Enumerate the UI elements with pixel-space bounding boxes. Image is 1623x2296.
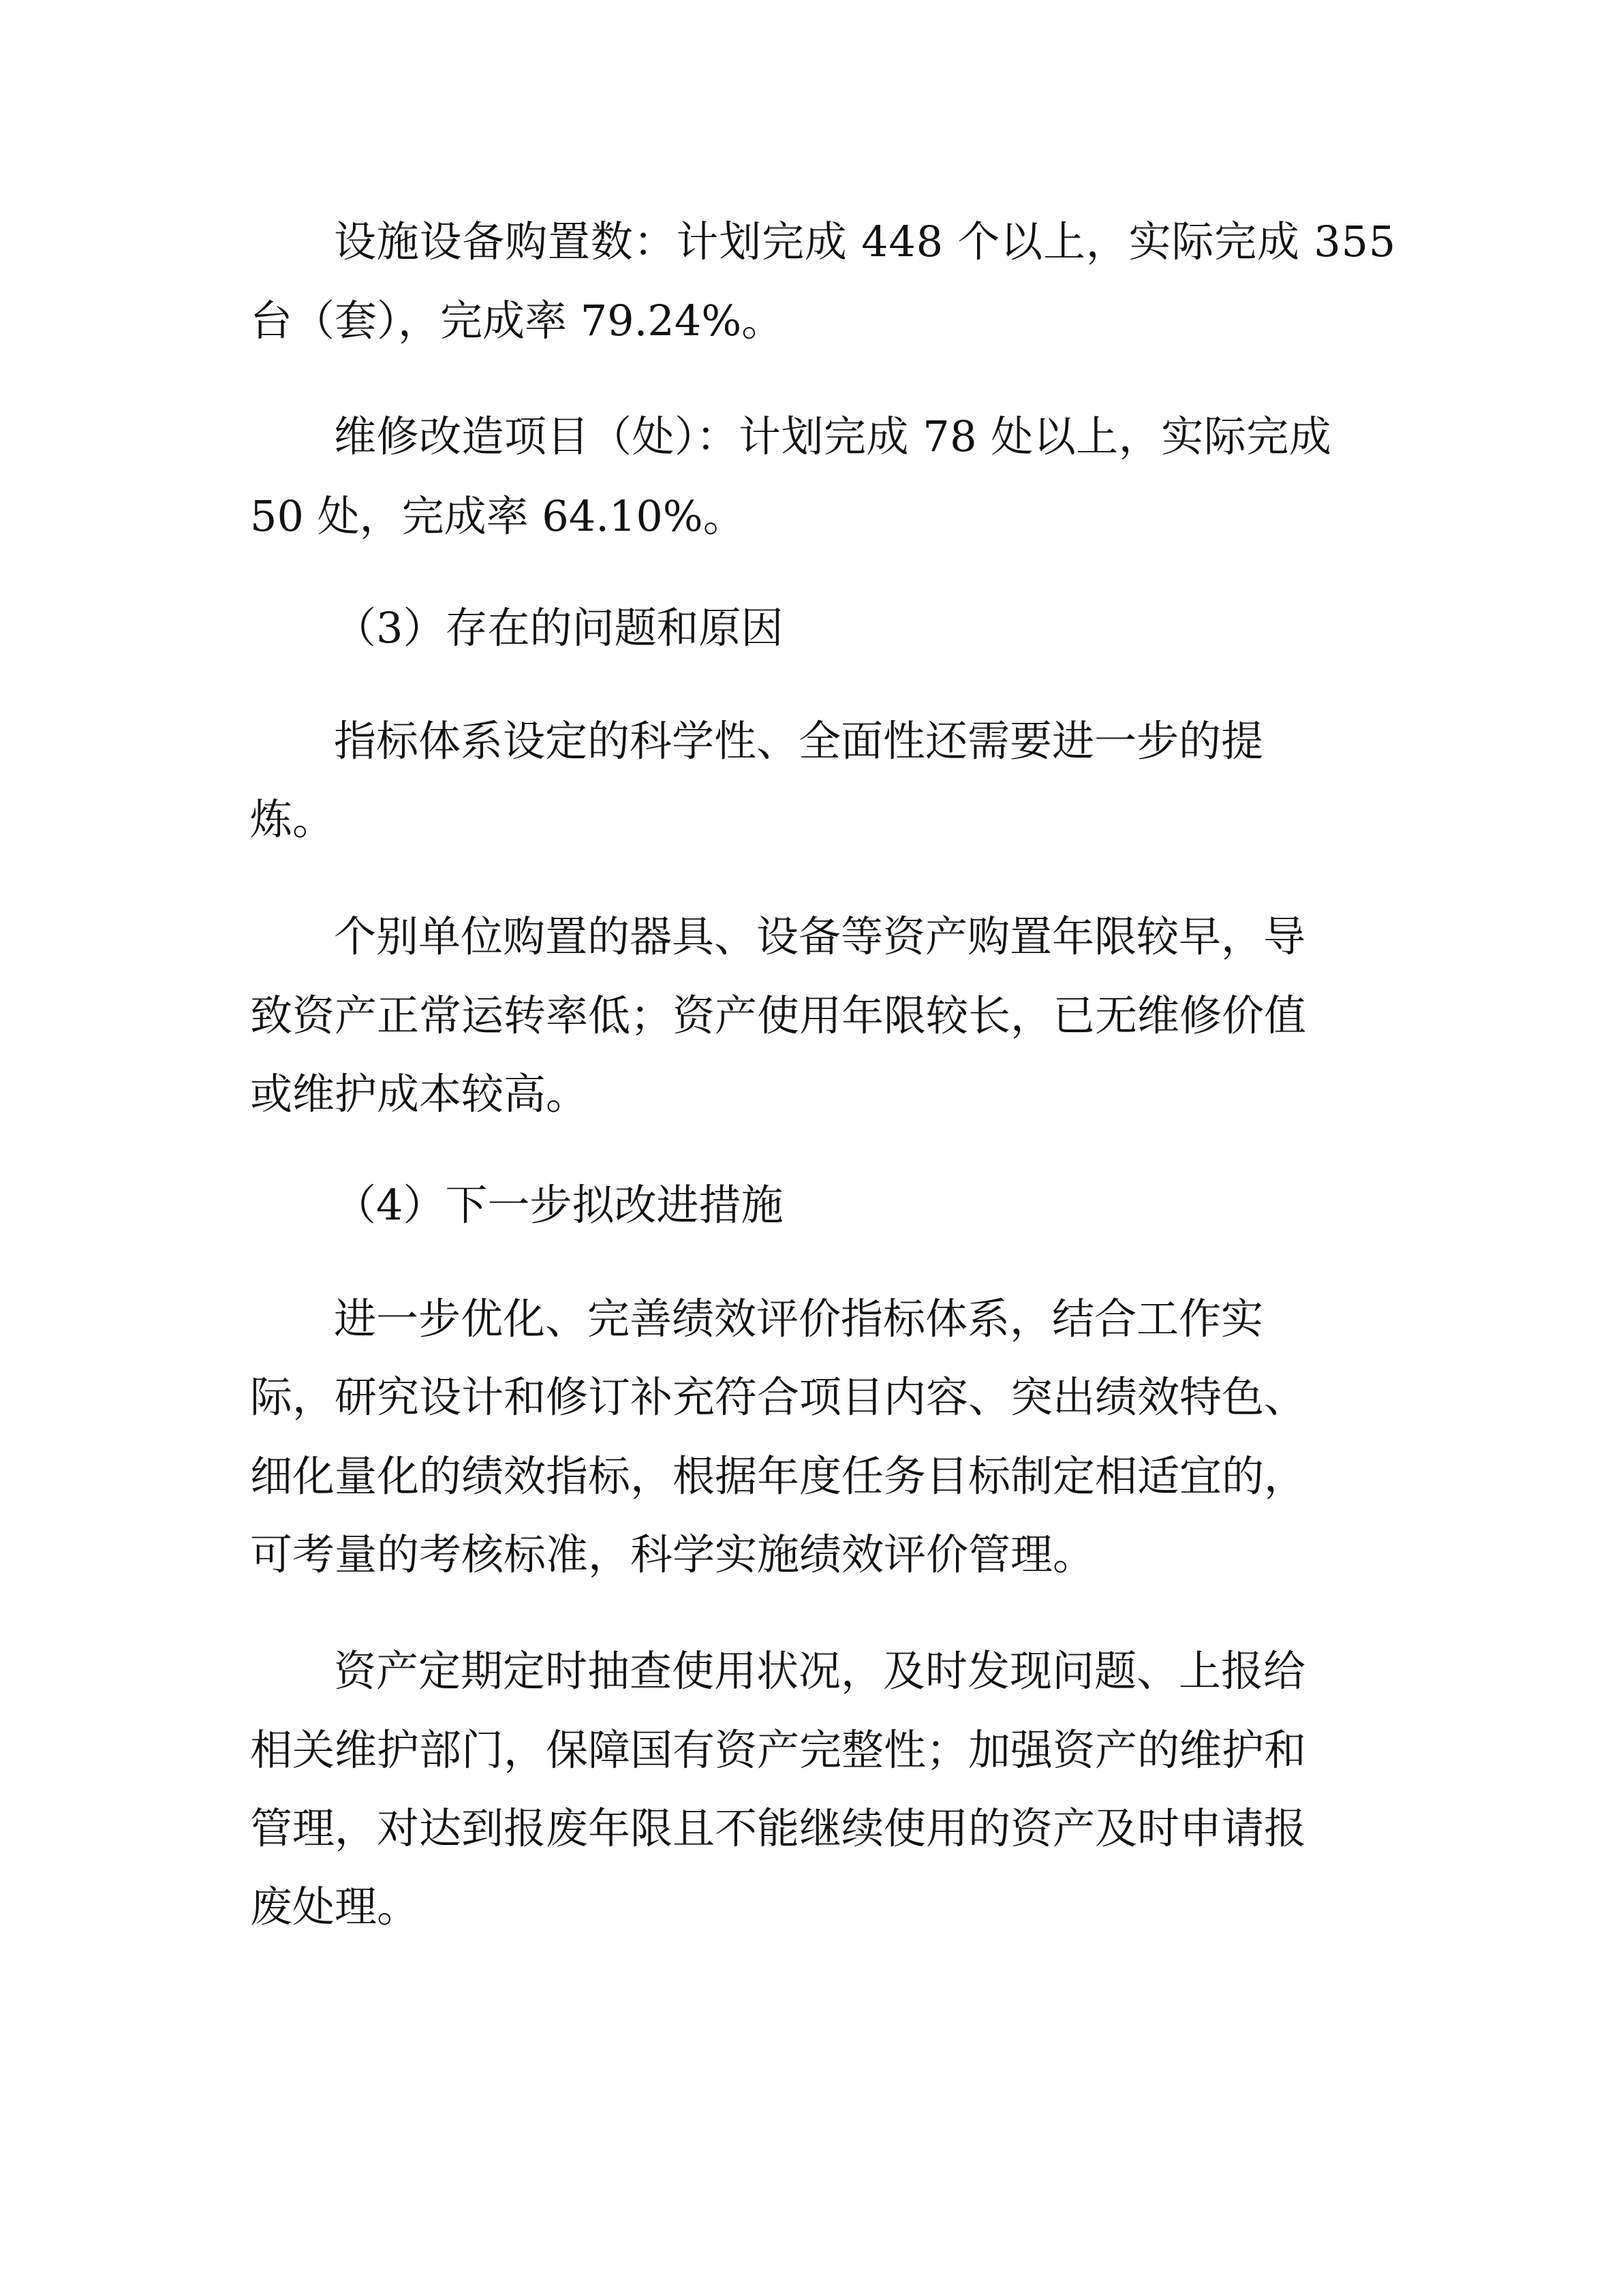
section-heading: （3）存在的问题和原因 bbox=[334, 603, 784, 653]
paragraph-line: 个别单位购置的器具、设备等资产购置年限较早，导 bbox=[334, 912, 1306, 961]
paragraph-line: 资产定期定时抽查使用状况，及时发现问题、上报给 bbox=[334, 1646, 1306, 1696]
paragraph-line: 相关维护部门，保障国有资产完整性；加强资产的维护和 bbox=[250, 1725, 1307, 1775]
paragraph-line: 维修改造项目（处）：计划完成 78 处以上，实际完成 bbox=[334, 412, 1332, 461]
paragraph-line: 可考量的考核标准，科学实施绩效评价管理。 bbox=[250, 1530, 1096, 1579]
paragraph-line: 废处理。 bbox=[250, 1882, 420, 1932]
paragraph-line: 台（套），完成率 79.24%。 bbox=[250, 296, 784, 345]
paragraph-line: 炼。 bbox=[250, 794, 335, 844]
paragraph-line: 管理，对达到报废年限且不能继续使用的资产及时申请报 bbox=[250, 1803, 1307, 1853]
section-heading: （4）下一步拟改进措施 bbox=[334, 1180, 784, 1230]
paragraph-line: 致资产正常运转率低；资产使用年限较长，已无维修价值 bbox=[250, 991, 1307, 1040]
paragraph-line: 际，研究设计和修订补充符合项目内容、突出绩效特色、 bbox=[250, 1372, 1307, 1422]
paragraph-line: 细化量化的绩效指标，根据年度任务目标制定相适宜的， bbox=[250, 1451, 1307, 1501]
paragraph-line: 设施设备购置数：计划完成 448 个以上，实际完成 355 bbox=[334, 217, 1397, 266]
paragraph-line: 指标体系设定的科学性、全面性还需要进一步的提 bbox=[334, 716, 1264, 766]
paragraph-line: 进一步优化、完善绩效评价指标体系，结合工作实 bbox=[334, 1294, 1264, 1344]
paragraph-line: 50 处，完成率 64.10%。 bbox=[250, 491, 745, 541]
paragraph-line: 或维护成本较高。 bbox=[250, 1069, 589, 1119]
